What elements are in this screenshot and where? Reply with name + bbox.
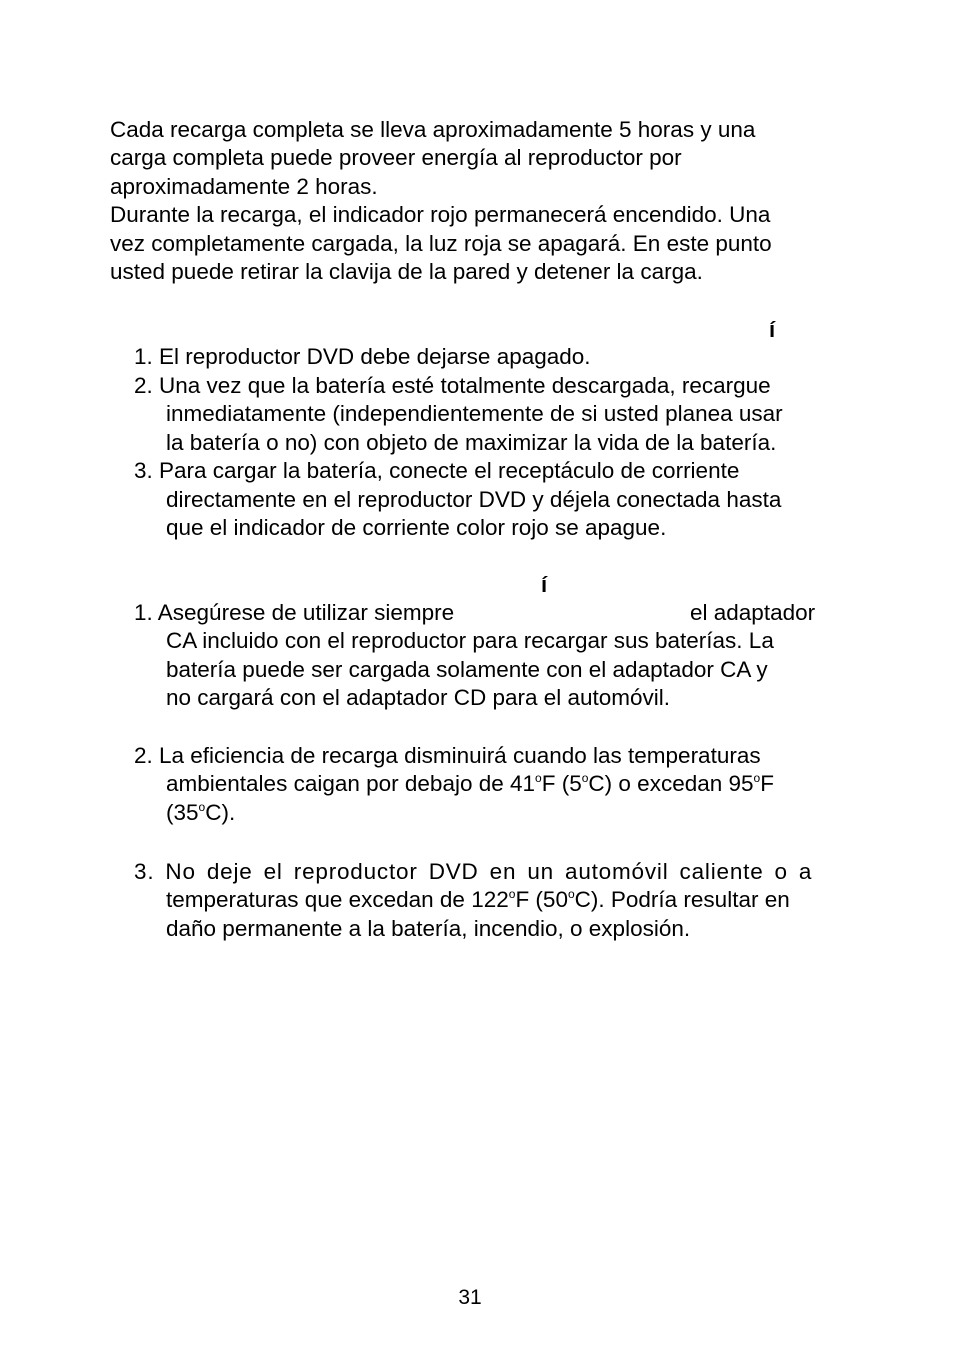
list-item: 2. Una vez que la batería esté totalmente descargada, recargue	[134, 373, 771, 398]
list-item: 3. Para cargar la batería, conecte el receptáculo de corriente	[134, 458, 740, 483]
list-item-continuation	[166, 770, 774, 798]
intro-line: carga completa puede proveer energía al reproductor por	[110, 145, 682, 170]
text-run: C). Podría resultar en	[574, 887, 790, 912]
intro-line: Durante la recarga, el indicador rojo permanecerá encendido. Una	[110, 202, 771, 227]
intro-line: vez completamente cargada, la luz roja se apagará. En este punto	[110, 231, 772, 256]
text-run: F (50	[515, 887, 568, 912]
list-item-continuation	[166, 886, 790, 914]
intro-line: Cada recarga completa se lleva aproximadamente 5 horas y una	[110, 117, 756, 142]
text-run: C) o excedan 95	[588, 771, 754, 796]
degree-mark: o	[567, 887, 575, 901]
text-run: F	[760, 771, 774, 796]
degree-mark: o	[581, 771, 589, 785]
text-run: temperaturas que excedan de 122	[166, 887, 509, 912]
section1-heading-fragment: í	[769, 317, 776, 342]
list-item: 1. El reproductor DVD debe dejarse apagado.	[134, 344, 591, 369]
section2-heading-fragment: í	[541, 572, 548, 597]
text-run: F (5	[541, 771, 582, 796]
text-run: (35	[166, 800, 199, 825]
list-item-continuation	[166, 799, 235, 827]
list-item-continuation: que el indicador de corriente color rojo se apague.	[166, 515, 667, 540]
intro-line: usted puede retirar la clavija de la pared y detener la carga.	[110, 259, 703, 284]
list-item-continuation: inmediatamente (independientemente de si usted planea usar	[166, 401, 783, 426]
list-item: 1. Asegúrese de utilizar siempre	[134, 600, 455, 625]
degree-mark: o	[535, 771, 542, 785]
list-item-continuation: directamente en el reproductor DVD y déjela conectada hasta	[166, 487, 782, 512]
page-number: 31	[458, 1286, 482, 1309]
degree-mark: o	[753, 771, 761, 785]
text-run: C).	[205, 800, 236, 825]
list-item-continuation: daño permanente a la batería, incendio, o explosión.	[166, 916, 691, 941]
list-item-tail: el adaptador	[690, 600, 816, 625]
list-item-continuation: batería puede ser cargada solamente con el adaptador CA y	[166, 657, 768, 682]
intro-line: aproximadamente 2 horas.	[110, 174, 378, 199]
text-run: ambientales caigan por debajo de 41	[166, 771, 536, 796]
list-item: 2. La eficiencia de recarga disminuirá cuando las temperaturas	[134, 743, 761, 768]
degree-mark: o	[198, 800, 206, 814]
list-item-continuation: CA incluido con el reproductor para recargar sus baterías. La	[166, 628, 774, 653]
degree-mark: o	[508, 887, 516, 901]
list-item-continuation: la batería o no) con objeto de maximizar la vida de la batería.	[166, 430, 777, 455]
list-item-continuation: no cargará con el adaptador CD para el automóvil.	[166, 685, 671, 710]
list-item: 3. No deje el reproductor DVD en un automóvil caliente o a	[134, 859, 813, 884]
